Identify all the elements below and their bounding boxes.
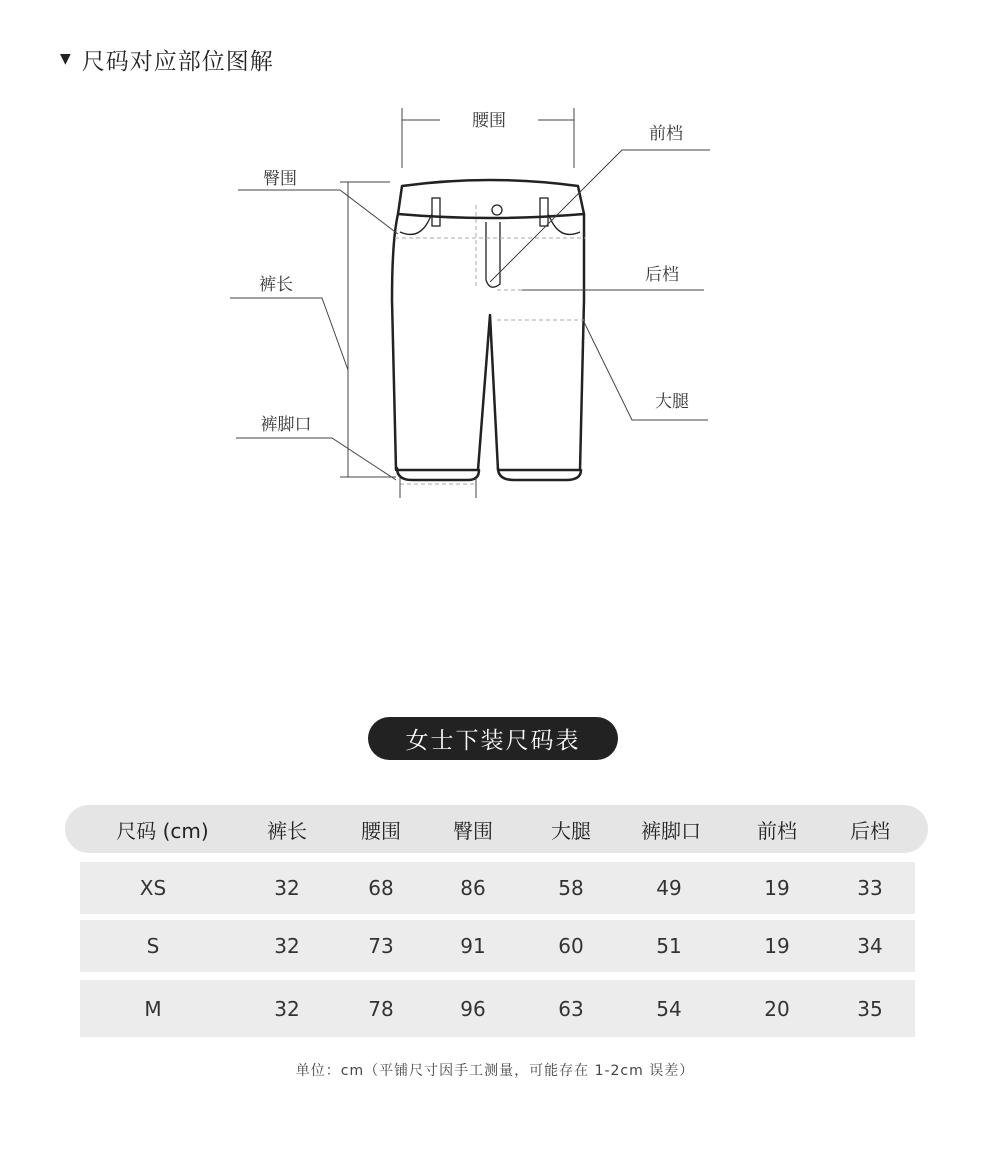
header-hem: 裤脚口 bbox=[641, 818, 701, 843]
cell-waist: 78 bbox=[368, 996, 394, 1021]
cell-thigh: 60 bbox=[558, 934, 584, 958]
label-hip: 臀围 bbox=[263, 169, 297, 189]
label-front-rise: 前档 bbox=[649, 124, 683, 144]
section-title-text: 尺码对应部位图解 bbox=[81, 48, 274, 75]
shorts-body bbox=[392, 214, 584, 470]
fly-stitch bbox=[486, 222, 500, 287]
label-waist: 腰围 bbox=[472, 111, 506, 131]
size-table-title: 女士下装尺码表 bbox=[368, 717, 618, 760]
cell-front-rise: 20 bbox=[764, 996, 790, 1021]
section-title bbox=[60, 42, 274, 76]
label-length: 裤长 bbox=[259, 275, 293, 295]
cell-back-rise: 35 bbox=[857, 996, 883, 1021]
pants-measurement-diagram bbox=[0, 90, 990, 520]
length-leader bbox=[230, 298, 348, 370]
header-size: 尺码 (cm) bbox=[116, 818, 209, 843]
cell-back-rise: 34 bbox=[857, 934, 883, 958]
cell-size: M bbox=[144, 996, 162, 1021]
cell-length: 32 bbox=[274, 876, 300, 900]
cell-hem: 49 bbox=[656, 876, 682, 900]
left-belt-loop bbox=[432, 198, 440, 226]
cell-waist: 73 bbox=[368, 934, 394, 958]
front-rise-leader bbox=[490, 150, 710, 282]
label-thigh: 大腿 bbox=[655, 392, 689, 412]
header-waist: 腰围 bbox=[361, 818, 401, 843]
table-header bbox=[65, 805, 928, 853]
unit-note: 单位：cm（平铺尺寸因手工测量，可能存在 1-2cm 误差） bbox=[295, 1063, 695, 1079]
header-back-rise: 后档 bbox=[850, 818, 890, 843]
cell-hem: 54 bbox=[656, 996, 682, 1021]
button-icon bbox=[492, 205, 502, 215]
cell-thigh: 58 bbox=[558, 876, 584, 900]
header-length: 裤长 bbox=[267, 818, 307, 843]
label-back-rise: 后档 bbox=[645, 265, 679, 285]
header-front-rise: 前档 bbox=[757, 818, 797, 843]
shorts-illustration bbox=[392, 180, 584, 480]
table-row bbox=[80, 980, 915, 1037]
cell-back-rise: 33 bbox=[857, 876, 883, 900]
cell-hip: 96 bbox=[460, 996, 486, 1021]
cell-thigh: 63 bbox=[558, 996, 584, 1021]
cell-front-rise: 19 bbox=[764, 876, 790, 900]
hip-leader bbox=[238, 190, 398, 234]
header-thigh: 大腿 bbox=[551, 818, 591, 843]
cell-hip: 86 bbox=[460, 876, 486, 900]
cell-hip: 91 bbox=[460, 934, 486, 958]
right-belt-loop bbox=[540, 198, 548, 226]
cell-front-rise: 19 bbox=[764, 934, 790, 958]
table-row bbox=[80, 920, 915, 972]
cell-size: XS bbox=[139, 876, 167, 900]
cell-length: 32 bbox=[274, 934, 300, 958]
hem-leader bbox=[236, 438, 396, 480]
triangle-down-icon: ▼ bbox=[60, 51, 72, 67]
waistband bbox=[398, 180, 584, 218]
cell-hem: 51 bbox=[656, 934, 682, 958]
thigh-leader bbox=[584, 322, 708, 420]
cell-waist: 68 bbox=[368, 876, 394, 900]
header-hip: 臀围 bbox=[453, 818, 493, 843]
cell-size: S bbox=[146, 934, 160, 958]
label-hem: 裤脚口 bbox=[260, 415, 312, 435]
table-row bbox=[80, 862, 915, 914]
cell-length: 32 bbox=[274, 996, 300, 1021]
